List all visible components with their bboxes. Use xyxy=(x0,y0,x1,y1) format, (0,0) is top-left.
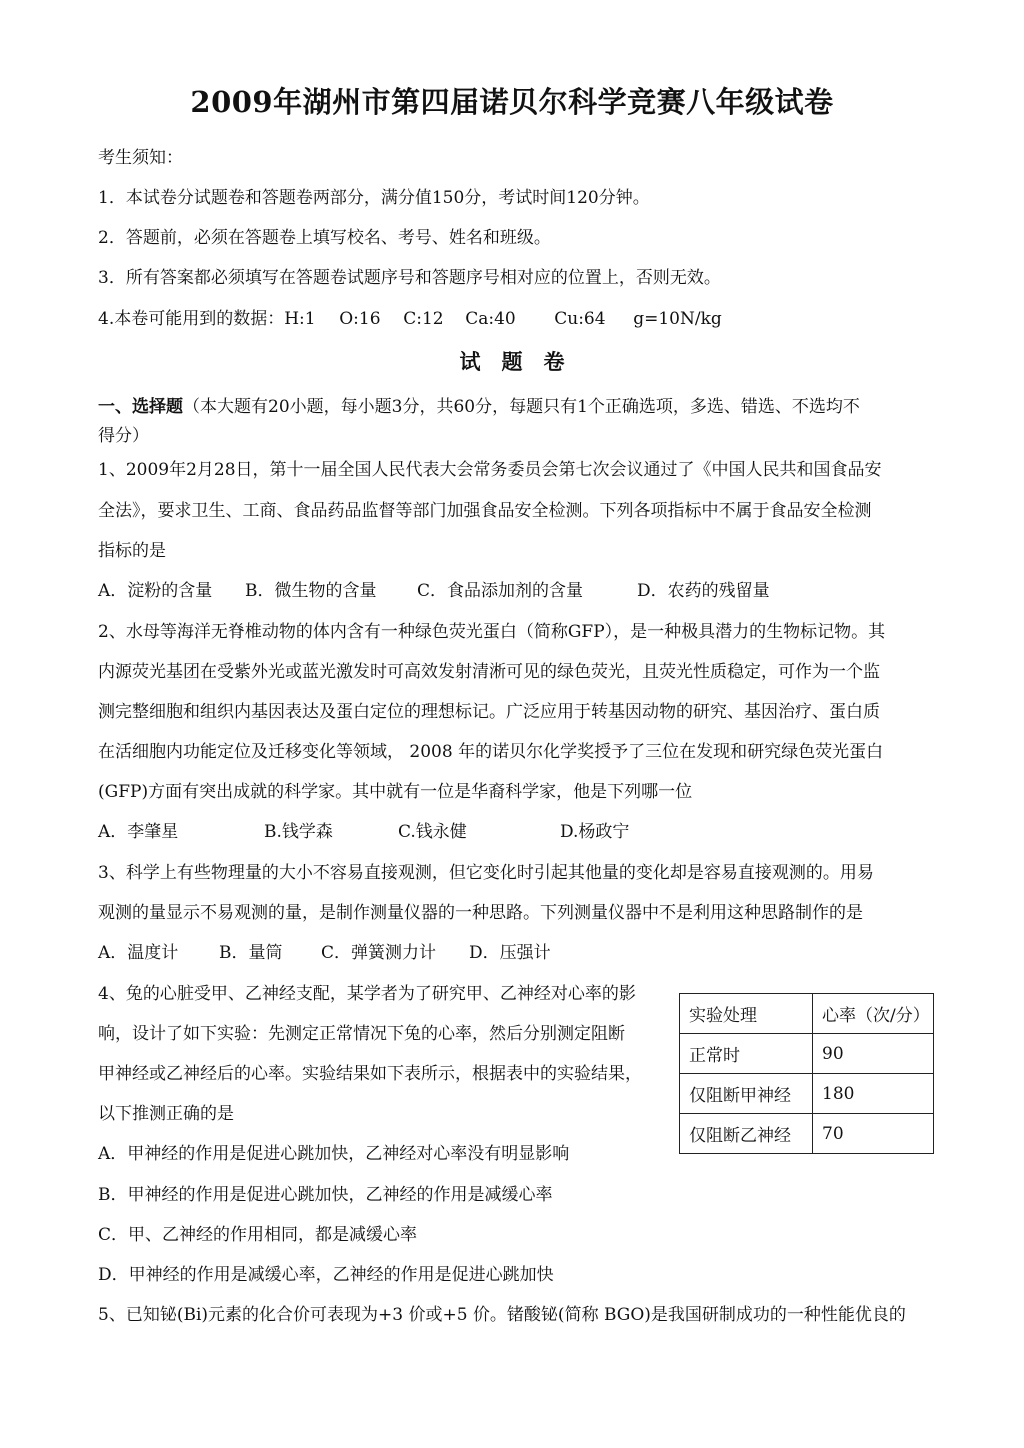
q2-option-a: A．李肇星 xyxy=(98,822,179,842)
q1-option-d: D．农药的残留量 xyxy=(637,581,770,601)
q2-line-1: 2、水母等海洋无脊椎动物的体内含有一种绿色荧光蛋白（简称GFP），是一种极具潜力的生物标记物。其 xyxy=(98,622,886,642)
q4-option-c: C．甲、乙神经的作用相同，都是减缓心率 xyxy=(98,1225,418,1245)
q3-line-1: 3、科学上有些物理量的大小不容易直接观测，但它变化时引起其他量的变化却是容易直接观测的。用易 xyxy=(98,863,874,883)
data-value-h: H:1 xyxy=(284,309,316,329)
exam-title: 2009年湖州市第四届诺贝尔科学竞赛八年级试卷 xyxy=(190,85,834,119)
q3-line-2: 观测的量显示不易观测的量，是制作测量仪器的一种思路。下列测量仪器中不是利用这种思路制作的是 xyxy=(98,903,863,923)
q1-option-a: A．淀粉的含量 xyxy=(98,581,213,601)
data-value-c: C:12 xyxy=(403,309,444,329)
table-header-row xyxy=(680,994,934,1034)
q4-line-2: 响，设计了如下实验：先测定正常情况下兔的心率，然后分别测定阻断 xyxy=(98,1024,625,1044)
q4-option-b: B．甲神经的作用是促进心跳加快，乙神经的作用是减缓心率 xyxy=(98,1185,553,1205)
q3-option-b: B．量筒 xyxy=(219,943,283,963)
table-row xyxy=(680,1114,934,1154)
q1-options xyxy=(98,579,770,603)
notice-item-1: 1．本试卷分试题卷和答题卷两部分，满分值150分，考试时间120分钟。 xyxy=(98,188,650,208)
q2-line-2: 内源荧光基团在受紫外光或蓝光激发时可高效发射清淅可见的绿色荧光，且荧光性质稳定，可作为一个监 xyxy=(98,662,880,682)
table-cell-treatment: 正常时 xyxy=(680,1034,813,1074)
q3-options xyxy=(98,941,551,965)
data-value-g: g=10N/kg xyxy=(633,309,722,329)
table-row xyxy=(680,1074,934,1114)
q4-option-a: A．甲神经的作用是促进心跳加快，乙神经对心率没有明显影响 xyxy=(98,1144,570,1164)
table-cell-treatment: 仅阻断甲神经 xyxy=(680,1074,813,1114)
q2-option-c: C.钱永健 xyxy=(398,822,467,842)
q1-line-2: 全法》，要求卫生、工商、食品药品监督等部门加强食品安全检测。下列各项指标中不属于食品安全检测 xyxy=(98,501,872,521)
q1-option-b: B．微生物的含量 xyxy=(245,581,377,601)
q4-line-4: 以下推测正确的是 xyxy=(98,1104,234,1124)
part1-desc: （本大题有20小题，每小题3分，共60分，每题只有1个正确选项，多选、错选、不选均不 xyxy=(183,397,860,417)
q4-option-d: D．甲神经的作用是减缓心率，乙神经的作用是促进心跳加快 xyxy=(98,1265,554,1285)
table-header-treatment: 实验处理 xyxy=(680,994,813,1034)
part1-heading-line xyxy=(98,395,860,419)
part1-desc-cont: 得分） xyxy=(98,426,149,446)
q3-option-a: A．温度计 xyxy=(98,943,179,963)
data-label: 4.本卷可能用到的数据： xyxy=(98,309,285,329)
q4-line-3: 甲神经或乙神经后的心率。实验结果如下表所示，根据表中的实验结果， xyxy=(98,1064,642,1084)
q2-option-b: B.钱学森 xyxy=(264,822,333,842)
table-cell-heart-rate: 180 xyxy=(813,1074,934,1114)
q1-line-3: 指标的是 xyxy=(98,541,166,561)
table-header-heart-rate: 心率（次/分） xyxy=(813,994,934,1034)
q2-options xyxy=(98,820,629,844)
notice-item-2: 2．答题前，必须在答题卷上填写校名、考号、姓名和班级。 xyxy=(98,228,551,248)
q2-line-4: 在活细胞内功能定位及迁移变化等领域， 2008 年的诺贝尔化学奖授予了三位在发现和研究绿色荧光蛋白 xyxy=(98,742,884,762)
q2-option-d: D.杨政宁 xyxy=(560,822,630,842)
notice-item-3: 3．所有答案都必须填写在答题卷试题序号和答题序号相对应的位置上，否则无效。 xyxy=(98,268,721,288)
table-cell-heart-rate: 90 xyxy=(813,1034,934,1074)
section-title: 试 题 卷 xyxy=(459,349,565,374)
q3-option-c: C．弹簧测力计 xyxy=(321,943,437,963)
q4-line-1: 4、兔的心脏受甲、乙神经支配，某学者为了研究甲、乙神经对心率的影 xyxy=(98,984,636,1004)
q2-line-3: 测完整细胞和组织内基因表达及蛋白定位的理想标记。广泛应用于转基因动物的研究、基因治疗、蛋白质 xyxy=(98,702,880,722)
table-cell-treatment: 仅阻断乙神经 xyxy=(680,1114,813,1154)
q3-option-d: D．压强计 xyxy=(469,943,551,963)
notice-item-4 xyxy=(98,307,722,331)
table-cell-heart-rate: 70 xyxy=(813,1114,934,1154)
q1-option-c: C．食品添加剂的含量 xyxy=(417,581,584,601)
q5-line-1: 5、已知铋(Bi)元素的化合价可表现为+3 价或+5 价。锗酸铋(简称 BGO)是我国研制成功的一种性能优良的 xyxy=(98,1305,906,1325)
part1-heading: 一、选择题 xyxy=(98,397,183,417)
heart-rate-table xyxy=(679,993,934,1154)
data-value-cu: Cu:64 xyxy=(554,309,606,329)
q2-line-5: (GFP)方面有突出成就的科学家。其中就有一位是华裔科学家，他是下列哪一位 xyxy=(98,782,693,802)
data-value-o: O:16 xyxy=(339,309,381,329)
q1-line-1: 1、2009年2月28日，第十一届全国人民代表大会常务委员会第七次会议通过了《中国人民共和国食品安 xyxy=(98,460,882,480)
notice-heading: 考生须知： xyxy=(98,148,183,168)
data-value-ca: Ca:40 xyxy=(465,309,516,329)
table-row xyxy=(680,1034,934,1074)
